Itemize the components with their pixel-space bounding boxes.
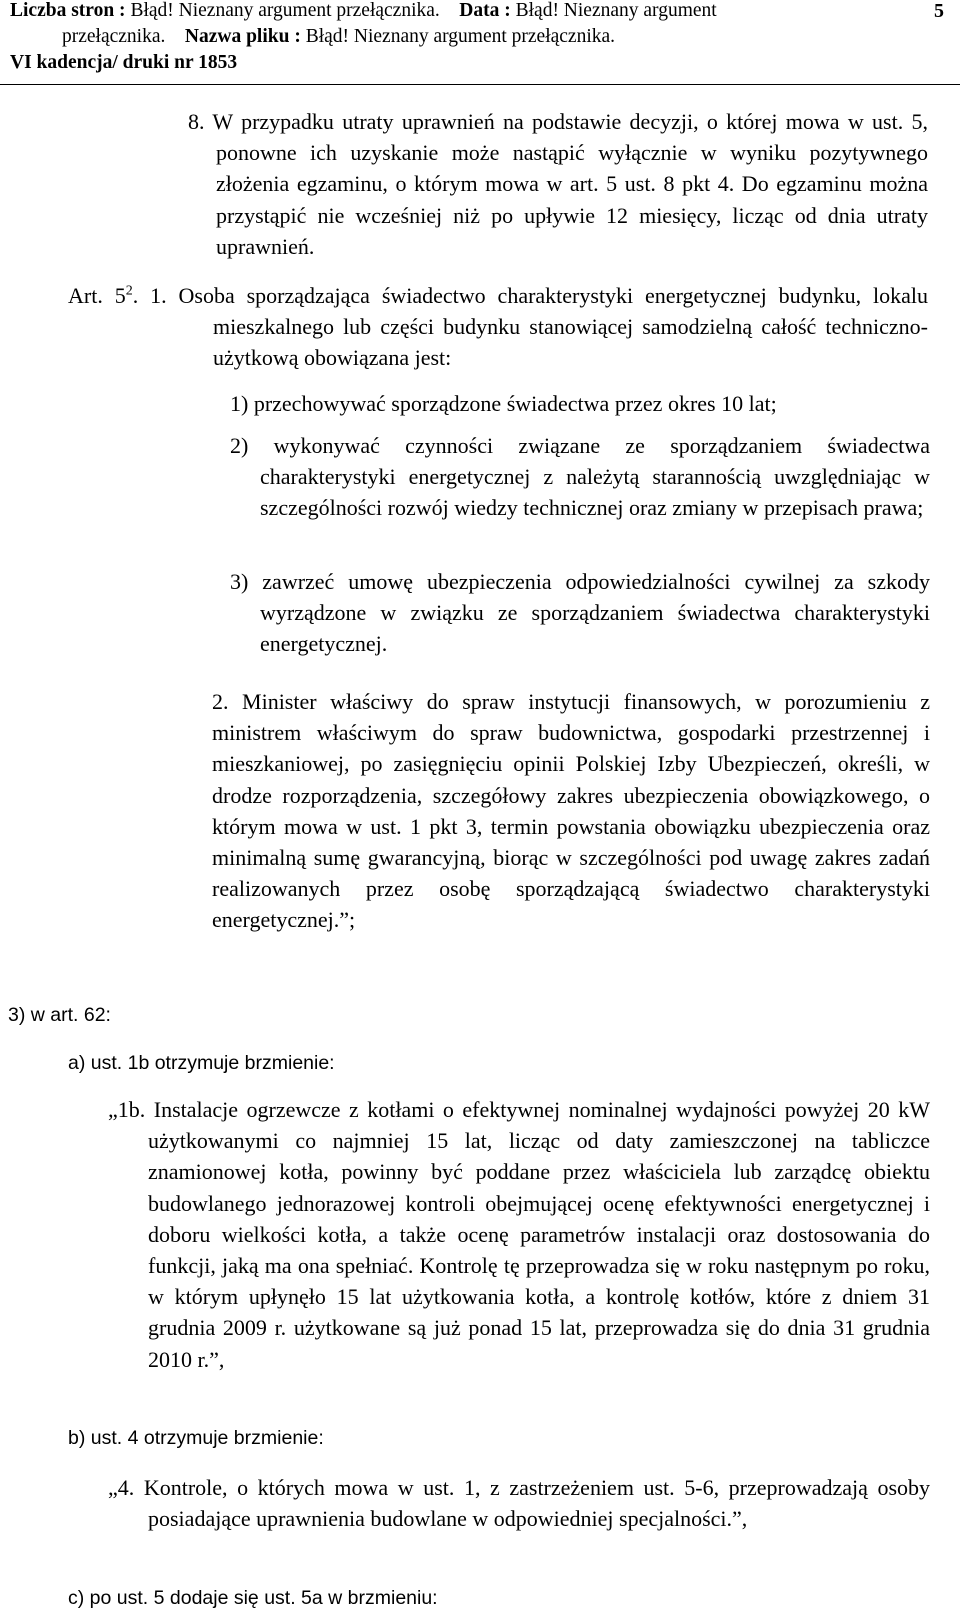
page-count-value: Błąd! Nieznany argument przełącznika.	[130, 0, 440, 21]
point-3-heading: 3) w art. 62:	[8, 1004, 111, 1026]
paragraph-8-text: 8. W przypadku utraty uprawnień na podstawie decyzji, o której mowa w ust. 5, ponowne ich uzyskanie może nastąpić wyłącznie w wyniku pozytywnego złożenia egzaminu, o którym mowa w art. 5 ust. 8 pkt 4. Do egzaminu można przystąpić nie wcześniej niż po upływie 12 miesięcy, licząc od dnia utraty uprawnień.	[188, 109, 928, 259]
filename-label: Nazwa pliku :	[184, 26, 301, 47]
article-label: Art. $5^2$. 1.	[68, 283, 167, 308]
paragraph-8	[188, 106, 928, 262]
quoted-paragraph-1b: „1b. Instalacje ogrzewcze z kotłami o efektywnej nominalnej wydajności powyżej 20 kW użytkowanymi co najmniej 15 lat, licząc od daty zamieszczonej na tabliczce znamionowej kotła, powinny być poddane przez właściciela lub zarządcę obiektu budowlanego jednorazowej kontroli obejmującej ocenę efektywności energetycznej i doboru wielkości kotła, a także ocenę parametrów instalacji oraz dostosowania do funkcji, jaką ma ona spełniać. Kontrolę tę przeprowadza się w roku następnym po roku, w którym upłynęło 15 lat użytkowania kotła, a kontrolę kotłów, które z dniem 31 grudnia 2009 r. użytkowane są już ponad 15 lat, przeprowadza się do dnia 31 grudnia 2010 r.”,	[108, 1097, 930, 1372]
article-5-2	[68, 280, 928, 374]
date-value-cont: przełącznika.	[62, 26, 166, 47]
obligation-item-1: 1) przechowywać sporządzone świadectwa przez okres 10 lat;	[230, 391, 777, 416]
item-c-heading: c) po ust. 5 dodaje się ust. 5a w brzmieniu:	[68, 1587, 438, 1609]
document-header	[0, 0, 960, 85]
item-a-heading: a) ust. 1b otrzymuje brzmienie:	[68, 1052, 335, 1074]
page-count-label: Liczba stron :	[10, 0, 126, 21]
item-b-heading: b) ust. 4 otrzymuje brzmienie:	[68, 1427, 324, 1449]
quoted-paragraph-4: „4. Kontrole, o których mowa w ust. 1, z zastrzeżeniem ust. 5-6, przeprowadzają osoby posiadające uprawnienia budowlane w odpowiedniej specjalności.”,	[108, 1475, 930, 1532]
obligation-item-3: 3) zawrzeć umowę ubezpieczenia odpowiedzialności cywilnej za szkody wyrządzone w związku ze sporządzaniem świadectwa charakterystyki energetycznej.	[230, 569, 930, 657]
header-line-1	[10, 0, 717, 22]
article-text: Osoba sporządzająca świadectwo charakterystyki energetycznej budynku, lokalu mieszkalnego lub części budynku stanowiącej samodzielną całość techniczno-użytkową obowiązana jest:	[178, 283, 929, 371]
page-number: 5	[934, 0, 944, 22]
date-value: Błąd! Nieznany argument	[515, 0, 717, 21]
date-label: Data :	[459, 0, 511, 21]
paragraph-2: 2. Minister właściwy do spraw instytucji finansowych, w porozumieniu z ministrem właściwym do spraw budownictwa, gospodarki przestrzennej i mieszkaniowej, po zasięgnięciu opinii Polskiej Izby Ubezpieczeń, określi, w drodze rozporządzenia, szczegółowy zakres ubezpieczenia obowiązkowego, o którym mowa w ust. 1 pkt 3, termin powstania obowiązku ubezpieczenia oraz minimalną sumę gwarancyjną, biorąc w szczególności pod uwagę zakres zadań realizowanych przez osobę sporządzającą świadectwo charakterystyki energetycznej.”;	[212, 689, 930, 933]
header-line-2	[62, 26, 615, 48]
obligation-item-2: 2) wykonywać czynności związane ze sporządzaniem świadectwa charakterystyki energetycznej z należytą starannością uwzględniając w szczególności rozwój wiedzy technicznej oraz zmiany w przepisach prawa;	[230, 433, 930, 521]
filename-value: Błąd! Nieznany argument przełącznika.	[305, 26, 616, 47]
header-line-3: VI kadencja/ druki nr 1853	[10, 52, 238, 73]
